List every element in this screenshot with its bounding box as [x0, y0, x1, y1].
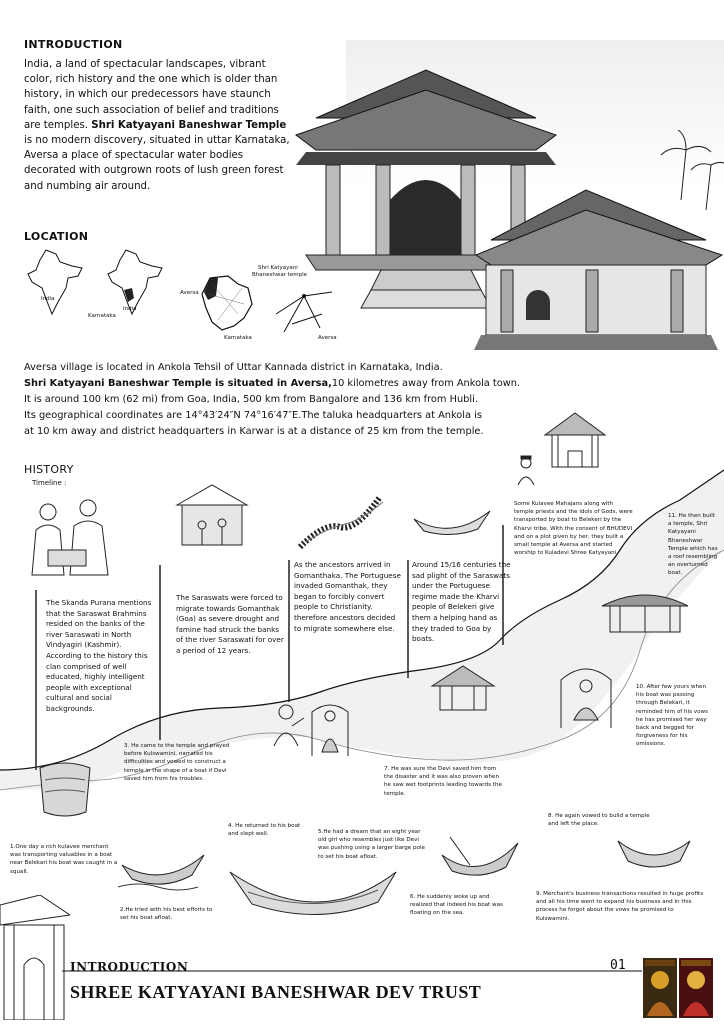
story-boat-2-sketch	[118, 835, 208, 895]
scholars-sketch	[18, 490, 118, 590]
story-step-9: 9. Merchant's business transactions resulted in huge profits and all his time went to expand his business and in this process he forgot about the vows he promised to Kulswamini.	[536, 891, 704, 922]
deity-photo-1	[643, 958, 677, 1018]
location-line-2-rest: 10 kilometres away from Ankola town.	[331, 378, 521, 389]
page-number: 01	[610, 958, 626, 973]
story-step-3: 3. He came to the temple and prayed before Kulswamini, narrated his difficulties and vowed to construct a temple in the shape of a boat if Devi saved him from his troubles.	[124, 743, 230, 782]
migration-sketch	[172, 465, 262, 555]
story-step-1: 1.One day a rich kulavee merchant was transporting valuables in a boat near Belekari his boat was caught in a squall.	[10, 844, 118, 875]
timeline-entry-2: The Saraswats were forced to migrate towards Gomanthak (Goa) as severe drought and famine had struck the banks of the river Saraswati for over a period of 12 years.	[176, 593, 284, 655]
hut-sketch	[428, 664, 498, 714]
timeline-label: Timeline :	[32, 479, 67, 487]
story-step-7: 7. He was sure the Devi saved him from the disaster and it was also proven when he saw wet footprints leading towards the temple.	[384, 766, 502, 797]
location-heading: LOCATION	[24, 230, 89, 243]
india-map-icon	[26, 248, 86, 318]
karnataka-map-icon	[198, 274, 258, 332]
timeline-entry-3: As the ancestors arrived in Gomanthaka. The Portuguese invaded Gomanthak, they began to forcibly convert people to Christianity. therefore ancestors decided to migrate somewhere else.	[294, 560, 401, 633]
river-sketch	[295, 492, 385, 552]
map-label-aversa: Aversa	[180, 290, 199, 296]
introduction-heading: INTRODUCTION	[24, 38, 123, 51]
location-paragraph	[24, 360, 714, 440]
devi-idol-sketch	[556, 660, 616, 730]
footer-section-title: INTRODUCTION	[70, 960, 189, 974]
map-label-india: India	[41, 296, 55, 302]
story-step-6: 6. He suddenly woke up and realized that indeed his boat was floating on the sea.	[410, 894, 503, 917]
introduction-paragraph	[24, 57, 296, 194]
temple-name-highlight: Shri Katyayani Baneshwar Temple	[91, 119, 287, 131]
timeline-entry-5: Some Kulavee Mahajans along with temple priests and the idols of Gods, were transported by boat to Belekeri by the Kharvi tribe. With the consent of BHUDEVI and on a plot given by her, they built a small temple at Aversa and started worship to Kuladevi Shree Katyayani.	[514, 501, 633, 557]
deity-photo-2	[679, 958, 713, 1018]
timeline-entry-1: The Skanda Purana mentions that the Saraswat Brahmins resided on the banks of the river Saraswati in North Vindyagiri (Kashmir). According to the history this clan comprised of well educated, highly intelligent people with exceptional cultural and social backgrounds.	[46, 598, 152, 713]
story-step-10: 10. After few yours when his boat was passing through Belekari, it reminded him of his vows he has promised her way back and begged for forgiveness for his omissions.	[636, 684, 708, 748]
introduction-text-end: is no modern discovery, situated in uttar Karnataka, Aversa a place of spectacular water bodies decorated with outgrown roots of lush green forest and numbing air around.	[24, 135, 290, 192]
location-line-3: It is around 100 km (62 mi) from Goa, India, 500 km from Bangalore and 136 km from Hubli.	[24, 394, 478, 405]
map-label-temple-2: Bhaneshwar temple	[252, 272, 308, 278]
location-line-1: Aversa village is located in Ankola Tehsil of Uttar Kannada district in Karnataka, India.	[24, 362, 443, 373]
story-step-8: 8. He again vowed to build a temple and left the place.	[548, 813, 650, 828]
location-temple-highlight: Shri Katyayani Baneshwar Temple is situated in Aversa,	[24, 378, 332, 389]
history-heading: HISTORY	[24, 463, 74, 476]
temple-illustration	[286, 40, 724, 360]
story-step-4: 4. He returned to his boat and slept well.	[228, 823, 301, 838]
location-line-4: Its geographical coordinates are 14°43′24″N 74°16′47″E.The taluka headquarters at Ankola is	[24, 410, 482, 421]
boat-8-sketch	[614, 825, 694, 875]
devi-figure-sketch	[310, 698, 350, 758]
shrine-sketch	[540, 405, 610, 475]
introduction-text-start: India, a land of spectacular landscapes, vibrant color, rich history and the one which is older than history, in which our predecessors have staunch faith, one such association of belief and traditions are temples.	[24, 59, 279, 131]
timeline-entry-4: Around 15/16 centuries the sad plight of the Saraswats under the Portuguese regime made the Kharvi people of Belekeri give them a helping hand as they traded to Goa by boats.	[412, 560, 511, 644]
floating-boat-sketch	[440, 835, 520, 885]
mahajan-sketch	[515, 455, 537, 485]
story-step-5: 5.He had a dream that an eight year old girl who resembles just like Devi was pushing using a larger barge pole to set his boat afloat.	[318, 829, 425, 860]
aversa-street-map-icon	[274, 284, 334, 334]
map-label-karnataka: Karnataka	[88, 313, 116, 319]
story-step-11: 11. He then built a temple, Shri Katyayani Bhaneshwar Temple which has a roof resembling an overturned boat.	[668, 513, 718, 577]
map-label-karnataka-2: Karnataka	[224, 335, 252, 341]
praying-man-sketch	[268, 702, 308, 748]
location-line-5: at 10 km away and district headquarters in Karwar is at a distance of 25 km from the temple.	[24, 426, 484, 437]
map-label-temple-1: Shri Katyayani	[258, 265, 298, 271]
location-line-2	[24, 376, 714, 392]
footer-organization-name: SHREE KATYAYANI BANESHWAR DEV TRUST	[70, 982, 482, 1002]
map-label-aversa-2: Aversa	[318, 335, 337, 341]
boat-sketch	[412, 505, 492, 545]
boat-temple-sketch	[600, 580, 690, 640]
story-step-2: 2.He tried with his best efforts to set his boat afloat.	[120, 907, 213, 922]
long-boat-sketch	[228, 862, 398, 926]
story-boat-1-sketch	[30, 760, 100, 820]
footer-building-sketch	[0, 895, 70, 1020]
map-label-india-2: India	[123, 306, 137, 312]
